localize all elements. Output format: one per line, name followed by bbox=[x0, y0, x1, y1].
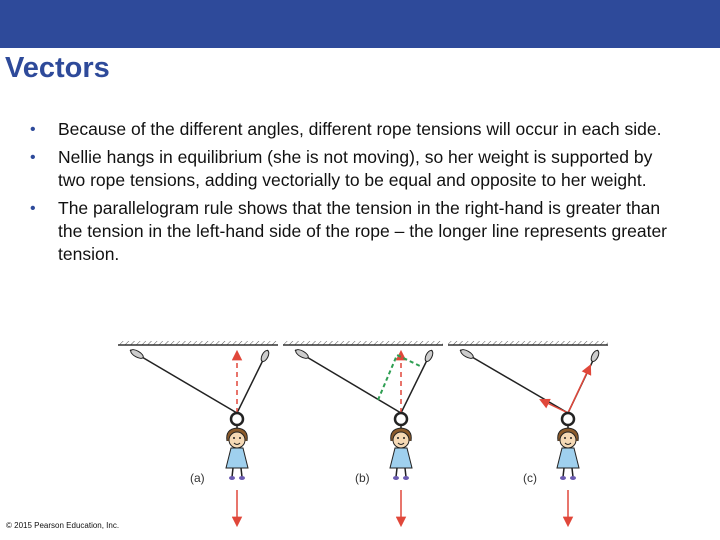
copyright-notice: © 2015 Pearson Education, Inc. bbox=[6, 521, 120, 530]
right-tension-arrow bbox=[568, 366, 590, 413]
nellie-figure bbox=[557, 413, 579, 480]
rope-left bbox=[460, 350, 568, 413]
rope-clip bbox=[129, 348, 144, 360]
bullet-item bbox=[30, 146, 680, 192]
bullet-text: The parallelogram rule shows that the tension in the right-hand is greater than the tension in the left-hand side of the rope – the longer line represents greater tension. bbox=[58, 198, 668, 264]
panel-a bbox=[118, 341, 278, 525]
panel-label-b: (b) bbox=[355, 471, 370, 485]
nellie-figure bbox=[390, 413, 412, 480]
bullet-item bbox=[30, 197, 680, 266]
bullet-list bbox=[30, 118, 680, 271]
header-bar bbox=[0, 0, 720, 48]
bullet-text: Nellie hangs in equilibrium (she is not moving), so her weight is supported by two rope tensions, adding vectorially to be equal and opposite to her weight. bbox=[58, 147, 653, 190]
tension-vector-figure bbox=[110, 332, 620, 532]
rope-clip bbox=[424, 349, 435, 362]
rope-left bbox=[295, 350, 401, 413]
bullet-item bbox=[30, 118, 680, 141]
nellie-figure bbox=[226, 413, 248, 480]
rope-left bbox=[130, 350, 237, 413]
panel-c bbox=[448, 341, 608, 525]
rope-clip bbox=[459, 348, 474, 360]
panel-b bbox=[283, 341, 443, 525]
bullet-text: Because of the different angles, different rope tensions will occur in each side. bbox=[58, 119, 662, 139]
rope-clip bbox=[260, 349, 271, 362]
bullet-icon: • bbox=[30, 149, 36, 166]
panel-label-c: (c) bbox=[523, 471, 537, 485]
left-tension-arrow bbox=[541, 400, 568, 413]
bullet-icon: • bbox=[30, 121, 36, 138]
parallelogram-construction bbox=[378, 355, 420, 400]
panel-label-a: (a) bbox=[190, 471, 205, 485]
rope-clip bbox=[590, 349, 601, 362]
bullet-icon: • bbox=[30, 200, 36, 217]
slide-title: Vectors bbox=[5, 52, 110, 84]
rope-clip bbox=[294, 348, 309, 360]
